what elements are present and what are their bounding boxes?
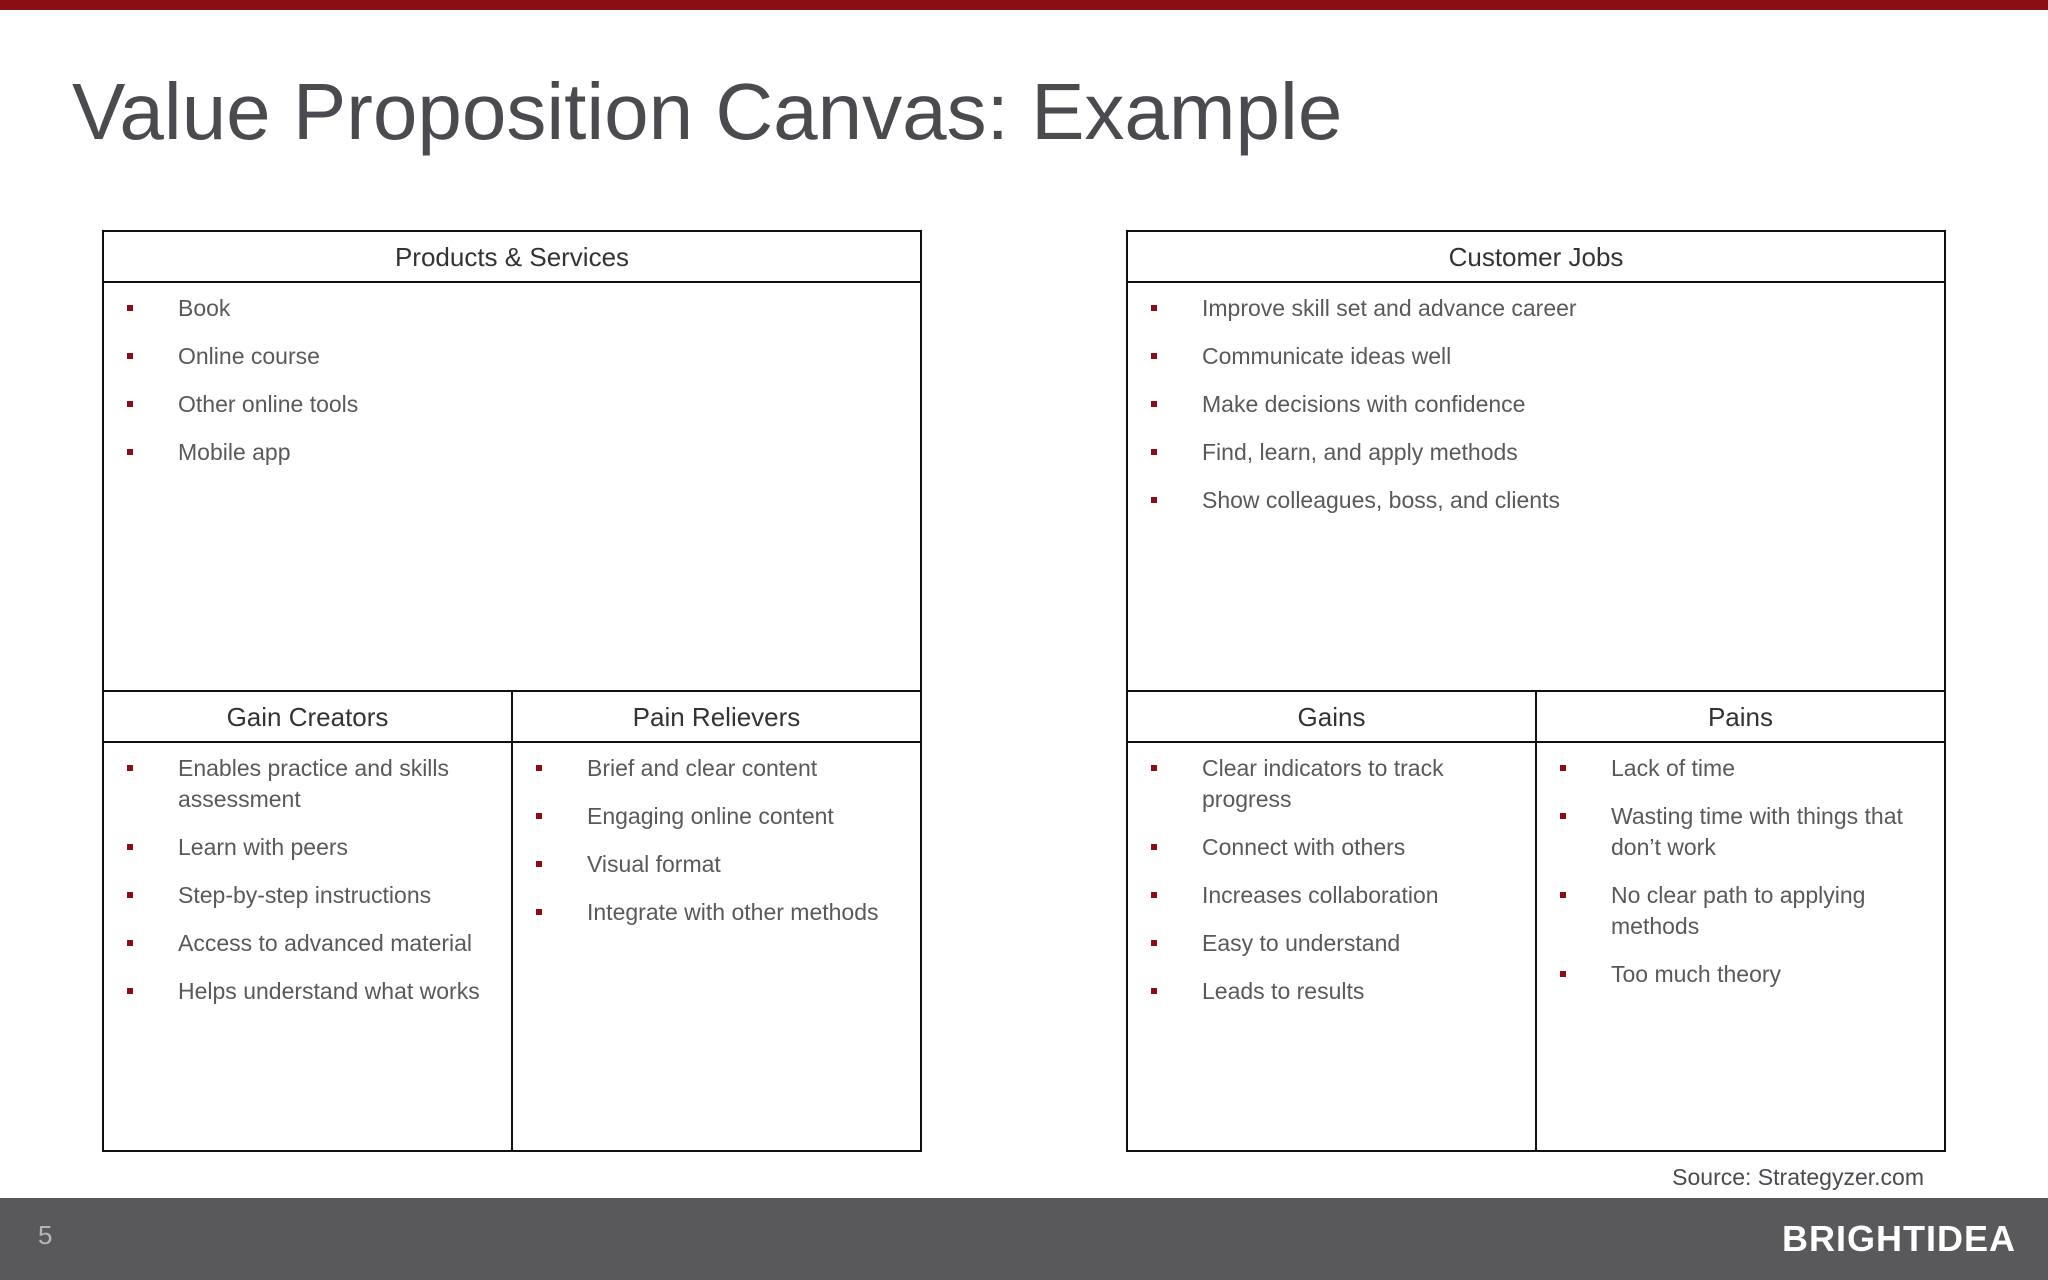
list-item-text: Brief and clear content	[587, 755, 818, 781]
value-map-bottom	[104, 692, 920, 1150]
list-item-text: No clear path to applying methods	[1611, 882, 1866, 939]
products-services-header: Products & Services	[104, 232, 920, 283]
bullet-icon	[1560, 892, 1566, 898]
list-item-text: Step-by-step instructions	[178, 882, 432, 908]
list-item-text: Lack of time	[1611, 755, 1735, 781]
bullet-icon	[1151, 449, 1157, 455]
customer-jobs-header: Customer Jobs	[1128, 232, 1944, 283]
list-item	[1148, 753, 1519, 815]
list-item	[1557, 753, 1928, 784]
bullet-icon	[127, 892, 133, 898]
list-item	[124, 832, 495, 863]
gains-header: Gains	[1128, 692, 1535, 743]
bullet-icon	[127, 765, 133, 771]
list-item	[1148, 485, 1928, 516]
pain-relievers-section	[513, 692, 920, 1150]
bullet-icon	[1151, 940, 1157, 946]
list-item	[1557, 801, 1928, 863]
list-item-text: Increases collaboration	[1202, 882, 1439, 908]
page-number: 5	[38, 1220, 53, 1250]
gain-creators-header: Gain Creators	[104, 692, 511, 743]
list-item-text: Helps understand what works	[178, 978, 480, 1004]
list-item-text: Other online tools	[178, 391, 359, 417]
bullet-icon	[1151, 305, 1157, 311]
products-services-list	[104, 283, 920, 468]
bullet-icon	[536, 909, 542, 915]
list-item	[124, 389, 904, 420]
list-item	[124, 880, 495, 911]
products-services-section	[104, 232, 920, 692]
list-item-text: Visual format	[587, 851, 721, 877]
customer-jobs-list	[1128, 283, 1944, 516]
pains-list	[1537, 743, 1944, 990]
list-item	[1148, 293, 1928, 324]
list-item	[124, 753, 495, 815]
list-item-text: Too much theory	[1611, 961, 1782, 987]
list-item-text: Easy to understand	[1202, 930, 1401, 956]
list-item	[124, 341, 904, 372]
bullet-icon	[1560, 813, 1566, 819]
customer-profile-canvas	[1126, 230, 1946, 1152]
bullet-icon	[1151, 765, 1157, 771]
source-citation: Source: Strategyzer.com	[1672, 1164, 1924, 1190]
list-item	[124, 976, 495, 1007]
bullet-icon	[536, 765, 542, 771]
bullet-icon	[536, 861, 542, 867]
list-item	[1557, 959, 1928, 990]
bullet-icon	[127, 449, 133, 455]
list-item	[124, 437, 904, 468]
list-item-text: Enables practice and skills assessment	[178, 755, 450, 812]
bullet-icon	[1151, 844, 1157, 850]
list-item-text: Leads to results	[1202, 978, 1365, 1004]
pains-section	[1537, 692, 1944, 1150]
bullet-icon	[1151, 401, 1157, 407]
list-item	[1148, 832, 1519, 863]
bullet-icon	[536, 813, 542, 819]
bullet-icon	[127, 988, 133, 994]
list-item-text: Connect with others	[1202, 834, 1406, 860]
brand-logo: BRIGHTIDEA	[1782, 1218, 2016, 1259]
customer-profile-bottom	[1128, 692, 1944, 1150]
bullet-icon	[1151, 988, 1157, 994]
gain-creators-list	[104, 743, 511, 1007]
page-title: Value Proposition Canvas: Example	[72, 67, 1343, 156]
list-item-text: Online course	[178, 343, 320, 369]
bullet-icon	[1560, 765, 1566, 771]
bullet-icon	[1151, 497, 1157, 503]
gains-list	[1128, 743, 1535, 1007]
footer-bar	[0, 1198, 2048, 1280]
bullet-icon	[1151, 892, 1157, 898]
list-item	[1148, 341, 1928, 372]
list-item	[1148, 928, 1519, 959]
bullet-icon	[127, 353, 133, 359]
list-item-text: Communicate ideas well	[1202, 343, 1452, 369]
value-map-canvas	[102, 230, 922, 1152]
pain-relievers-list	[513, 743, 920, 928]
list-item	[533, 849, 904, 880]
bullet-icon	[127, 844, 133, 850]
pain-relievers-header: Pain Relievers	[513, 692, 920, 743]
bullet-icon	[127, 305, 133, 311]
list-item	[533, 801, 904, 832]
bullet-icon	[127, 401, 133, 407]
list-item-text: Learn with peers	[178, 834, 349, 860]
list-item-text: Clear indicators to track progress	[1202, 755, 1444, 812]
bullet-icon	[1151, 353, 1157, 359]
list-item-text: Improve skill set and advance career	[1202, 295, 1577, 321]
list-item	[533, 753, 904, 784]
bullet-icon	[1560, 971, 1566, 977]
list-item-text: Make decisions with confidence	[1202, 391, 1526, 417]
top-accent-bar	[0, 0, 2048, 10]
list-item-text: Book	[178, 295, 231, 321]
gain-creators-section	[104, 692, 513, 1150]
list-item	[1148, 389, 1928, 420]
list-item-text: Access to advanced material	[178, 930, 473, 956]
list-item-text: Find, learn, and apply methods	[1202, 439, 1518, 465]
list-item	[124, 293, 904, 324]
list-item-text: Mobile app	[178, 439, 291, 465]
list-item	[1557, 880, 1928, 942]
list-item-text: Show colleagues, boss, and clients	[1202, 487, 1560, 513]
list-item	[124, 928, 495, 959]
list-item	[1148, 976, 1519, 1007]
list-item-text: Engaging online content	[587, 803, 834, 829]
list-item-text: Integrate with other methods	[587, 899, 879, 925]
list-item	[533, 897, 904, 928]
pains-header: Pains	[1537, 692, 1944, 743]
list-item-text: Wasting time with things that don’t work	[1611, 803, 1903, 860]
gains-section	[1128, 692, 1537, 1150]
list-item	[1148, 880, 1519, 911]
bullet-icon	[127, 940, 133, 946]
list-item	[1148, 437, 1928, 468]
customer-jobs-section	[1128, 232, 1944, 692]
